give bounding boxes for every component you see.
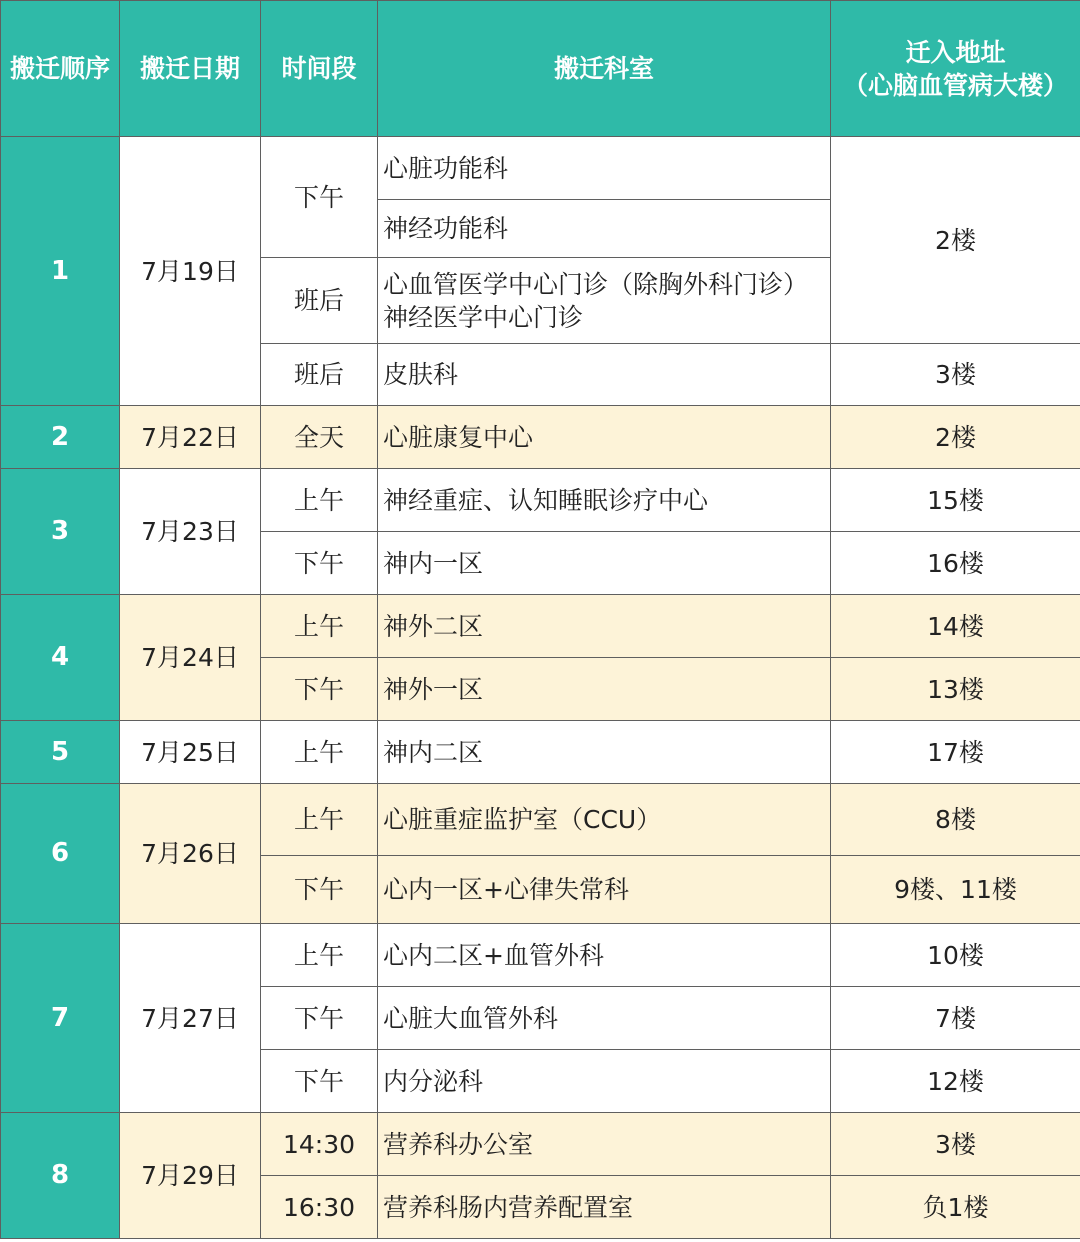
dept-cell: 心内一区+心律失常科 (378, 856, 831, 924)
seq-cell: 6 (1, 784, 120, 924)
period-cell: 16:30 (261, 1176, 378, 1239)
period-cell: 班后 (261, 258, 378, 344)
table-row (1, 721, 1080, 784)
dept-cell: 皮肤科 (378, 344, 831, 406)
header-address (831, 1, 1080, 137)
dept-line: 心血管医学中心门诊（除胸外科门诊） (383, 269, 809, 299)
date-cell: 7月27日 (120, 924, 261, 1113)
floor-cell: 12楼 (831, 1050, 1080, 1113)
dept-cell: 内分泌科 (378, 1050, 831, 1113)
period-cell: 下午 (261, 987, 378, 1050)
floor-cell: 2楼 (831, 137, 1080, 344)
seq-cell: 5 (1, 721, 120, 784)
dept-cell: 神外一区 (378, 658, 831, 721)
dept-cell: 营养科办公室 (378, 1113, 831, 1176)
dept-cell: 神内二区 (378, 721, 831, 784)
dept-cell: 营养科肠内营养配置室 (378, 1176, 831, 1239)
period-cell: 全天 (261, 406, 378, 469)
seq-cell: 3 (1, 469, 120, 595)
table-row (1, 469, 1080, 532)
dept-cell: 神内一区 (378, 532, 831, 595)
floor-cell: 9楼、11楼 (831, 856, 1080, 924)
dept-line: 神经医学中心门诊 (383, 302, 584, 332)
period-cell: 上午 (261, 924, 378, 987)
floor-cell: 17楼 (831, 721, 1080, 784)
dept-cell: 心脏康复中心 (378, 406, 831, 469)
date-cell: 7月25日 (120, 721, 261, 784)
header-row (1, 1, 1080, 137)
dept-cell: 心脏重症监护室（CCU） (378, 784, 831, 856)
floor-cell: 16楼 (831, 532, 1080, 595)
header-period: 时间段 (261, 1, 378, 137)
period-cell: 14:30 (261, 1113, 378, 1176)
floor-cell: 15楼 (831, 469, 1080, 532)
floor-cell: 3楼 (831, 1113, 1080, 1176)
table-row (1, 595, 1080, 658)
dept-cell: 心脏大血管外科 (378, 987, 831, 1050)
period-cell: 下午 (261, 1050, 378, 1113)
seq-cell: 2 (1, 406, 120, 469)
period-cell: 上午 (261, 469, 378, 532)
dept-cell: 神经功能科 (378, 200, 831, 258)
header-address-line1: 迁入地址 (905, 37, 1006, 67)
period-cell: 班后 (261, 344, 378, 406)
date-cell: 7月26日 (120, 784, 261, 924)
dept-cell: 神外二区 (378, 595, 831, 658)
period-cell: 下午 (261, 137, 378, 258)
date-cell: 7月22日 (120, 406, 261, 469)
floor-cell: 10楼 (831, 924, 1080, 987)
table-row (1, 784, 1080, 856)
header-date: 搬迁日期 (120, 1, 261, 137)
dept-cell: 心脏功能科 (378, 137, 831, 200)
seq-cell: 8 (1, 1113, 120, 1239)
table-row (1, 924, 1080, 987)
date-cell: 7月19日 (120, 137, 261, 406)
period-cell: 上午 (261, 595, 378, 658)
floor-cell: 14楼 (831, 595, 1080, 658)
table-row (1, 406, 1080, 469)
dept-cell (378, 258, 831, 344)
table-row (1, 137, 1080, 200)
date-cell: 7月24日 (120, 595, 261, 721)
header-address-line2: （心脑血管病大楼） (842, 70, 1068, 100)
floor-cell: 7楼 (831, 987, 1080, 1050)
floor-cell: 8楼 (831, 784, 1080, 856)
header-order: 搬迁顺序 (1, 1, 120, 137)
date-cell: 7月23日 (120, 469, 261, 595)
header-department: 搬迁科室 (378, 1, 831, 137)
floor-cell: 负1楼 (831, 1176, 1080, 1239)
period-cell: 下午 (261, 532, 378, 595)
period-cell: 下午 (261, 658, 378, 721)
floor-cell: 3楼 (831, 344, 1080, 406)
floor-cell: 2楼 (831, 406, 1080, 469)
dept-cell: 神经重症、认知睡眠诊疗中心 (378, 469, 831, 532)
seq-cell: 1 (1, 137, 120, 406)
period-cell: 上午 (261, 784, 378, 856)
seq-cell: 7 (1, 924, 120, 1113)
table-row (1, 1113, 1080, 1176)
floor-cell: 13楼 (831, 658, 1080, 721)
seq-cell: 4 (1, 595, 120, 721)
period-cell: 下午 (261, 856, 378, 924)
dept-cell: 心内二区+血管外科 (378, 924, 831, 987)
period-cell: 上午 (261, 721, 378, 784)
date-cell: 7月29日 (120, 1113, 261, 1239)
